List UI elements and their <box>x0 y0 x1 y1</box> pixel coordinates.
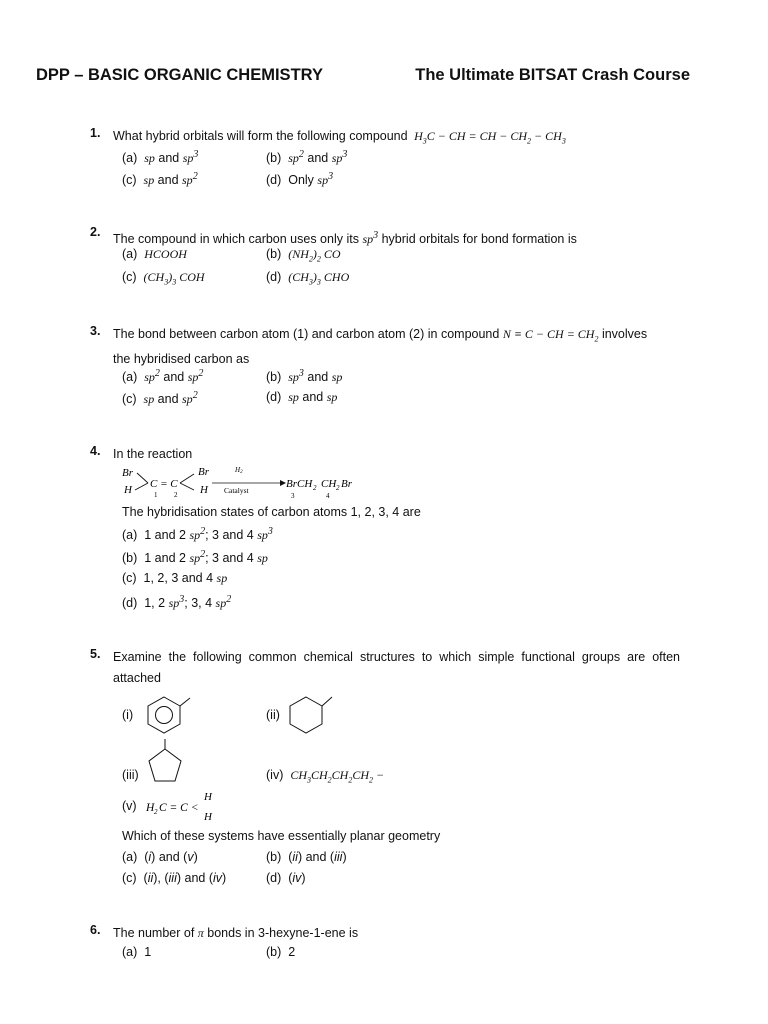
option-d: (d) (iv) <box>266 871 306 885</box>
svg-text:H: H <box>200 484 208 496</box>
option-b: (b) $sp^2$ and $sp^3$ <box>266 149 348 165</box>
question-number: 4. <box>90 444 101 458</box>
svg-text:CH: CH <box>321 478 337 490</box>
option-a: (a) HCOOH <box>122 247 187 261</box>
option-a: (a) 1 <box>122 945 152 959</box>
option-c: (c) (ii), (iii) and (iv) <box>122 871 227 885</box>
question-number: 3. <box>90 324 101 338</box>
q4-prompt: The hybridisation states of carbon atoms 1, 2, 3, 4 are <box>122 505 421 519</box>
question-number: 6. <box>90 923 101 937</box>
question-3 <box>90 324 680 409</box>
svg-text:BrCH: BrCH <box>286 478 313 490</box>
option-c: (c) 1, 2, 3 and 4 sp <box>122 571 228 585</box>
header-title-left: DPP – BASIC ORGANIC CHEMISTRY <box>36 66 323 84</box>
question-text: The bond between carbon atom (1) and carbon atom (2) in compound N ≡ C − CH = $CH_2$ involves the hybridised carbon as <box>113 327 648 367</box>
cyclohexane-structure <box>286 689 336 737</box>
structure-i-label: (i) <box>122 708 134 722</box>
svg-text:H: H <box>204 791 212 803</box>
option-a: (a) $sp^2$ and $sp^2$ <box>122 368 204 384</box>
question-4 <box>90 444 680 614</box>
question-text <box>113 126 680 151</box>
svg-text:2: 2 <box>174 491 178 499</box>
option-d: (d) 1, 2 $sp^3$; 3, 4 $sp^2$ <box>122 594 232 610</box>
question-1 <box>90 126 680 196</box>
q5-prompt: Which of these systems have essentially planar geometry <box>122 829 441 843</box>
header-title-right: The Ultimate BITSAT Crash Course <box>415 66 690 84</box>
question-text: The number of π bonds in 3-hexyne-1-ene is <box>113 926 359 940</box>
option-a: (a) sp and $sp^3$ <box>122 149 199 165</box>
option-d: (d) Only $sp^3$ <box>266 171 334 187</box>
option-a: (a) (i) and (v) <box>122 850 198 864</box>
cyclopentane-structure <box>146 737 186 787</box>
option-b: (b) (ii) and (iii) <box>266 850 347 864</box>
svg-text:4: 4 <box>326 492 330 500</box>
reaction-scheme <box>120 463 370 501</box>
svg-text:Br: Br <box>122 467 133 479</box>
question-text: In the reaction <box>113 447 193 461</box>
question-text: Examine the following common chemical structures to which simple functional groups are often attached <box>113 650 680 685</box>
svg-text:1: 1 <box>154 491 158 499</box>
svg-text:C = C <: C = C < <box>159 802 199 814</box>
svg-text:2: 2 <box>154 808 158 816</box>
question-text: The compound in which carbon uses only its $sp^3$ hybrid orbitals for bond formation is <box>113 230 577 246</box>
question-number: 2. <box>90 225 101 239</box>
question-number: 1. <box>90 126 101 140</box>
question-number: 5. <box>90 647 101 661</box>
svg-text:C = C: C = C <box>150 478 178 490</box>
vinyl-structure <box>144 791 224 823</box>
svg-text:Br: Br <box>198 466 209 478</box>
question-stem: What hybrid orbitals will form the following compound <box>113 129 408 143</box>
option-d: (d) sp and sp <box>266 390 338 404</box>
question-2 <box>90 225 680 295</box>
page-header <box>36 66 690 88</box>
option-c: (c) sp and $sp^2$ <box>122 390 198 406</box>
structure-iv: (iv) $CH_3CH_2CH_2CH_2$ − <box>266 768 385 785</box>
benzene-structure <box>144 689 194 737</box>
option-b: (b) 2 <box>266 945 296 959</box>
structure-v-label: (v) <box>122 799 137 813</box>
option-c: (c) sp and $sp^2$ <box>122 171 198 187</box>
svg-text:H: H <box>204 811 212 823</box>
option-a: (a) 1 and 2 $sp^2$; 3 and 4 $sp^3$ <box>122 526 273 542</box>
option-d: (d) $(CH_3)_3$ CHO <box>266 270 350 287</box>
option-b: (b) $(NH_2)_2$ CO <box>266 247 341 264</box>
question-6 <box>90 923 680 968</box>
svg-text:Br: Br <box>341 478 352 490</box>
structure-ii-label: (ii) <box>266 708 280 722</box>
svg-text:Catalyst: Catalyst <box>224 486 249 495</box>
question-5 <box>90 647 680 892</box>
svg-text:H2: H2 <box>235 466 243 475</box>
svg-text:3: 3 <box>291 492 295 500</box>
svg-text:H: H <box>124 484 132 496</box>
svg-text:2: 2 <box>336 484 340 492</box>
structure-iii-label: (iii) <box>122 768 139 782</box>
formula: $H_3C$ − CH = CH − $CH_2 - CH_3$ <box>411 129 566 146</box>
option-c: (c) $(CH_3)_3$ COH <box>122 270 205 287</box>
svg-text:H: H <box>146 802 155 814</box>
option-b: (b) 1 and 2 $sp^2$; 3 and 4 sp <box>122 549 268 565</box>
svg-text:2: 2 <box>313 484 317 492</box>
option-b: (b) $sp^3$ and sp <box>266 368 343 384</box>
